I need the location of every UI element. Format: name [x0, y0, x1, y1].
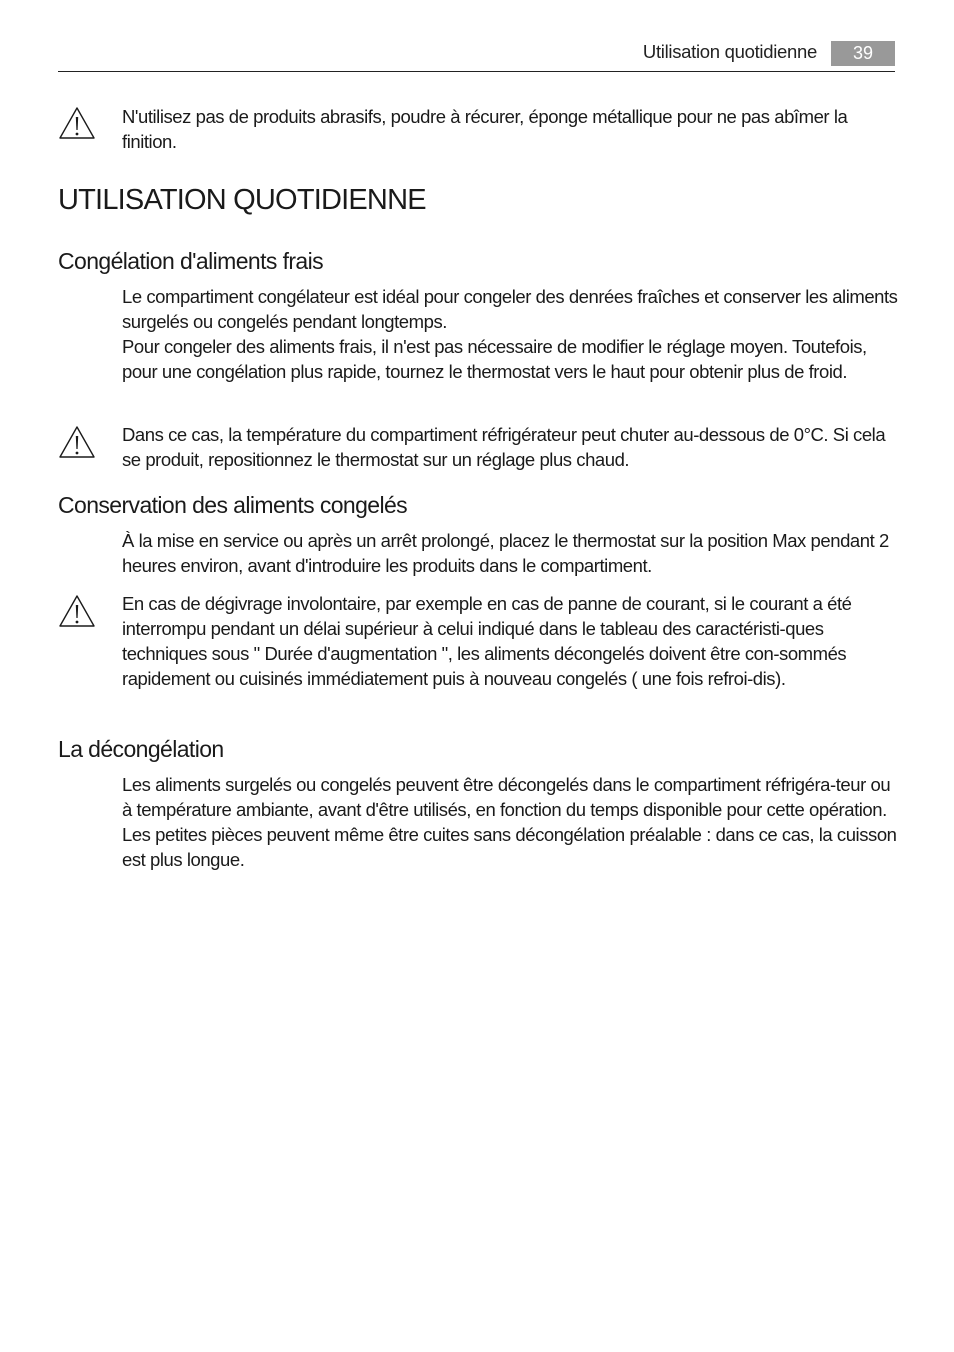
page-number: 39 — [831, 41, 895, 66]
warning-text: En cas de dégivrage involontaire, par exemple en cas de panne de courant, si le courant a été interrompu pendant un délai supérieur à celui indiqué dans le tableau des caractéristi-ques techniques sous " Durée d'augmentation ", les aliments décongelés doivent être con-sommés rapidement ou cuisinés immédiatement puis à nouveau congelés ( une fois refroi-dis). — [122, 593, 852, 689]
heading-freezing: Congélation d'aliments frais — [58, 248, 324, 274]
page-header — [58, 38, 895, 72]
paragraph: Les petites pièces peuvent même être cuites sans décongélation préalable : dans ce cas, la cuisson est plus longue. — [122, 824, 897, 870]
warning-defrost — [122, 591, 902, 691]
freezing-body — [122, 284, 902, 384]
heading-thawing: La décongélation — [58, 736, 224, 762]
paragraph: À la mise en service ou après un arrêt prolongé, placez le thermostat sur la position Max pendant 2 heures environ, avant d'introduire les produits dans le compartiment. — [122, 530, 889, 576]
thawing-body — [122, 772, 902, 872]
warning-triangle-icon — [58, 425, 96, 459]
warning-fridge-temp — [122, 422, 902, 472]
warning-text: N'utilisez pas de produits abrasifs, poudre à récurer, éponge métallique pour ne pas abîmer la finition. — [122, 106, 848, 152]
paragraph: Le compartiment congélateur est idéal pour congeler des denrées fraîches et conserver les aliments surgelés ou congelés pendant longtemps. — [122, 286, 898, 332]
heading-storage: Conservation des aliments congelés — [58, 492, 408, 518]
warning-abrasives — [122, 104, 902, 154]
warning-triangle-icon — [58, 106, 96, 140]
warning-triangle-icon — [58, 594, 96, 628]
paragraph: Pour congeler des aliments frais, il n'est pas nécessaire de modifier le réglage moyen. Toutefois, pour une congélation plus rapide, tournez le thermostat vers le haut pour obtenir plus de froid. — [122, 336, 867, 382]
main-heading: UTILISATION QUOTIDIENNE — [58, 184, 426, 216]
paragraph: Les aliments surgelés ou congelés peuvent être décongelés dans le compartiment réfrigéra-teur ou à température ambiante, avant d'être utilisés, en fonction du temps disponible pour cette opération. — [122, 774, 891, 820]
header-title: Utilisation quotidienne — [642, 41, 817, 62]
warning-text: Dans ce cas, la température du compartiment réfrigérateur peut chuter au-dessous de 0°C. Si cela se produit, repositionnez le thermostat sur un réglage plus chaud. — [122, 424, 886, 470]
storage-body — [122, 528, 902, 578]
